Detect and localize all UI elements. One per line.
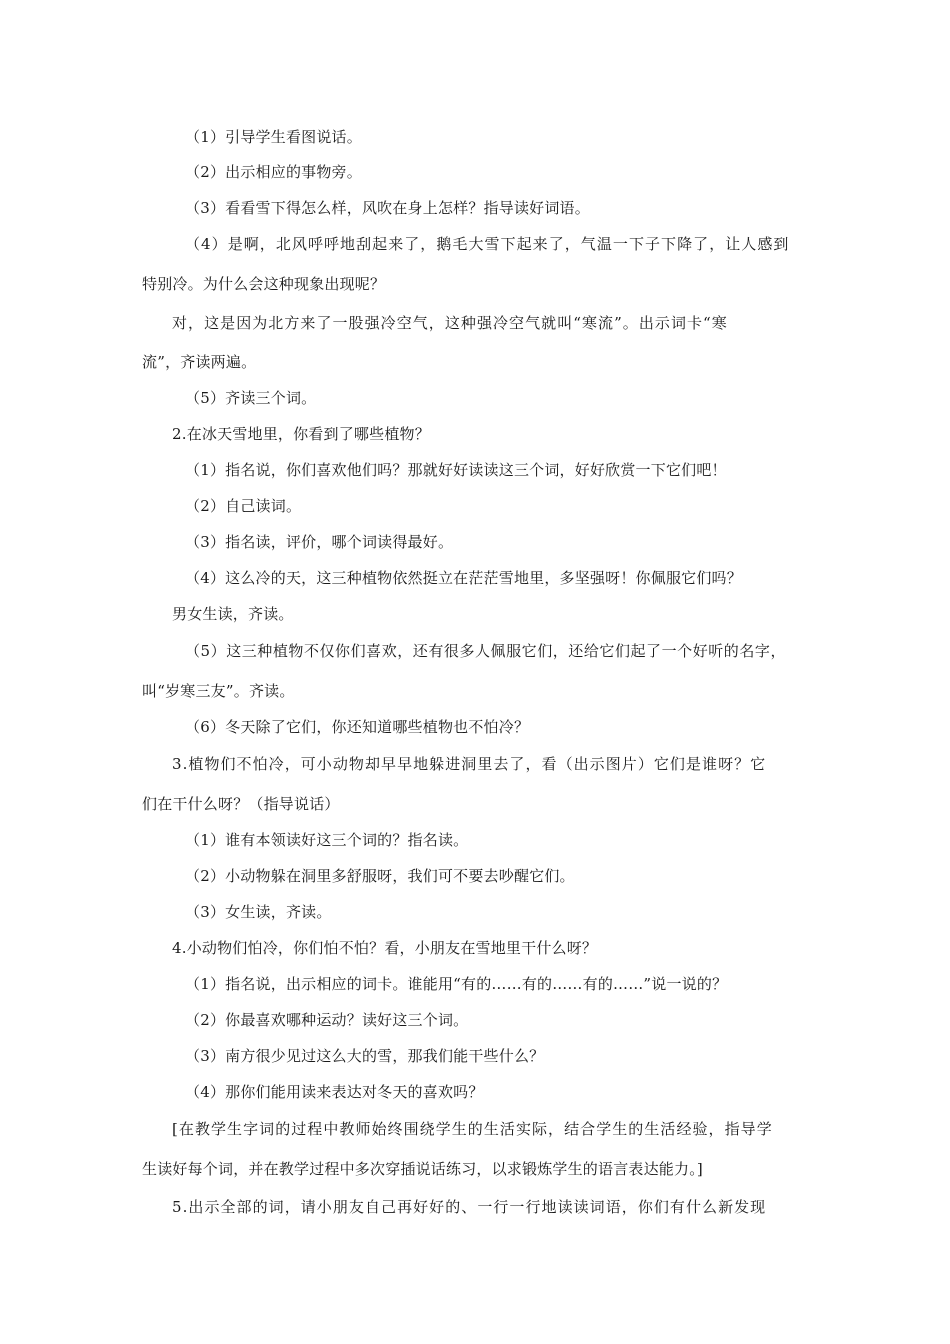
paragraph: （6）冬天除了它们，你还知道哪些植物也不怕冷？ bbox=[185, 718, 530, 736]
paragraph: （3）指名读，评价，哪个词读得最好。 bbox=[185, 533, 454, 551]
paragraph: （3）看看雪下得怎么样，风吹在身上怎样？指导读好词语。 bbox=[185, 199, 590, 217]
paragraph: 对，这是因为北方来了一股强冷空气，这种强冷空气就叫“寒流”。出示词卡“寒 bbox=[172, 314, 728, 332]
paragraph: （3）女生读，齐读。 bbox=[185, 903, 332, 921]
paragraph: 叫“岁寒三友”。齐读。 bbox=[142, 682, 295, 700]
paragraph: （1）指名说，出示相应的词卡。谁能用“有的……有的……有的……”说一说的？ bbox=[185, 975, 728, 993]
paragraph: （2）自己读词。 bbox=[185, 497, 302, 515]
paragraph: （5）齐读三个词。 bbox=[185, 389, 317, 407]
paragraph: （2）小动物躲在洞里多舒服呀，我们可不要去吵醒它们。 bbox=[185, 867, 575, 885]
paragraph: （1）谁有本领读好这三个词的？指名读。 bbox=[185, 831, 469, 849]
paragraph: [在教学生字词的过程中教师始终围绕学生的生活实际，结合学生的生活经验，指导学 bbox=[172, 1120, 773, 1138]
paragraph: 特别冷。为什么会这种现象出现呢？ bbox=[142, 275, 386, 293]
paragraph: （1）指名说，你们喜欢他们吗？那就好好读读这三个词，好好欣赏一下它们吧！ bbox=[185, 461, 727, 479]
paragraph: 们在干什么呀？（指导说话） bbox=[142, 795, 340, 813]
paragraph: （2）出示相应的事物旁。 bbox=[185, 163, 362, 181]
paragraph: 2.在冰天雪地里，你看到了哪些植物？ bbox=[172, 425, 430, 443]
paragraph: （4）这么冷的天，这三种植物依然挺立在茫茫雪地里，多坚强呀！你佩服它们吗？ bbox=[185, 569, 742, 587]
paragraph: 流”，齐读两遍。 bbox=[142, 353, 257, 371]
paragraph: 生读好每个词，并在教学过程中多次穿插说话练习，以求锻炼学生的语言表达能力。] bbox=[142, 1160, 703, 1178]
paragraph: （5）这三种植物不仅你们喜欢，还有很多人佩服它们，还给它们起了一个好听的名字， bbox=[185, 642, 786, 660]
paragraph: 5.出示全部的词，请小朋友自己再好好的、一行一行地读读词语，你们有什么新发现 bbox=[172, 1198, 767, 1216]
paragraph: 3.植物们不怕冷，可小动物却早早地躲进洞里去了，看（出示图片）它们是谁呀？它 bbox=[172, 755, 767, 773]
paragraph: （2）你最喜欢哪种运动？读好这三个词。 bbox=[185, 1011, 469, 1029]
paragraph: 4.小动物们怕冷，你们怕不怕？看，小朋友在雪地里干什么呀？ bbox=[172, 939, 598, 957]
paragraph: （4）是啊，北风呼呼地刮起来了，鹅毛大雪下起来了，气温一下子下降了，让人感到 bbox=[185, 235, 790, 253]
paragraph: （1）引导学生看图说话。 bbox=[185, 128, 362, 146]
paragraph: 男女生读，齐读。 bbox=[172, 605, 294, 623]
paragraph: （3）南方很少见过这么大的雪，那我们能干些什么？ bbox=[185, 1047, 545, 1065]
paragraph: （4）那你们能用读来表达对冬天的喜欢吗？ bbox=[185, 1083, 484, 1101]
